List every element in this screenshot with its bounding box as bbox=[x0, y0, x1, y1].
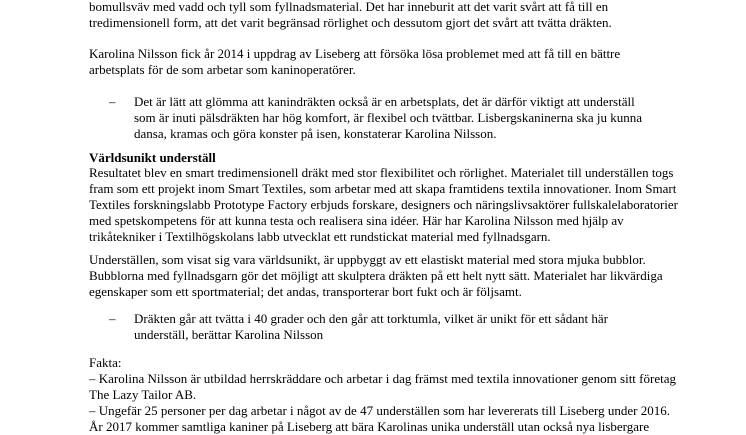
result-line: fram som ett projekt inom Smart Textiles, som arbetar med att skapa framtidens textila innovationer. Inom Smart bbox=[89, 181, 677, 196]
result-line: Resultatet blev en smart tredimensionell dräkt med stor flexibilitet och rörlighet. Materialet till underställen togs bbox=[89, 165, 674, 180]
facts-label: Fakta: bbox=[89, 355, 122, 370]
dash-bullet-marker: – bbox=[109, 311, 116, 326]
assignment-line: arbetsplats för de som arbetar som kaninoperatörer. bbox=[89, 62, 356, 77]
result-line: Textiles forskningslabb Prototype Factory erbjuds forskare, designers och näringslivsaktörer fullskalelaboratorier bbox=[89, 197, 678, 212]
quote-bullet-washing bbox=[109, 311, 674, 343]
intro-line: tredimensionell form, att det varit begränsad rörlighet och dessutom gjort det svårt att tvätta dräkten. bbox=[89, 15, 612, 30]
facts-line: – Ungefär 25 personer per dag arbetar i något av de 47 underställen som har levererats till Liseberg under 2016. bbox=[89, 403, 670, 418]
dash-bullet-marker: – bbox=[109, 94, 116, 109]
material-line: egenskaper som ett sportmaterial; det andas, transporterar bort fukt och är följsamt. bbox=[89, 284, 522, 299]
material-line: Underställen, som visat sig vara världsunikt, är uppbyggt av ett elastiskt material med stora mjuka bubblor. bbox=[89, 252, 646, 267]
quote-bullet-comfort bbox=[109, 94, 674, 142]
intro-paragraph bbox=[89, 0, 669, 31]
result-line: med spetskompetens för att kunna testa och realisera sina idéer. Här har Karolina Nilsson med hjälp av bbox=[89, 213, 624, 228]
quote-line: Dräkten går att tvätta i 40 grader och den går att torktumla, vilket är unikt för ett sådant här bbox=[134, 311, 608, 326]
facts-line: – Karolina Nilsson är utbildad herrskräddare och arbetar i dag främst med textila innovationer genom sitt företag bbox=[89, 371, 676, 386]
assignment-paragraph bbox=[89, 46, 669, 78]
result-paragraph bbox=[89, 165, 678, 245]
material-paragraph bbox=[89, 252, 669, 300]
quote-line: Det är lätt att glömma att kanindräkten också är en arbetsplats, det är därför viktigt att underställ bbox=[134, 94, 635, 109]
facts-section bbox=[89, 355, 676, 435]
quote-line: underställ, berättar Karolina Nilsson bbox=[134, 327, 324, 342]
facts-line: The Lazy Tailor AB. bbox=[89, 387, 197, 402]
intro-line: bomullsväv med vadd och tyll som fyllnadsmaterial. Det har inneburit att det varit svårt att få till en bbox=[89, 0, 609, 14]
heading-text: Världsunikt underställ bbox=[89, 150, 216, 165]
result-line: trikåtekniker i Textilhögskolans labb utvecklat ett rundstickat material med fyllnadsgarn. bbox=[89, 229, 551, 244]
quote-line: dansa, kramas och göra konster på isen, konstaterar Karolina Nilsson. bbox=[134, 126, 497, 141]
section-heading bbox=[89, 150, 669, 166]
material-line: Bubblorna med fyllnadsgarn gör det möjligt att skulptera dräkten på ett helt nytt sätt. Materialet har likvärdiga bbox=[89, 268, 663, 283]
quote-line: som är inuti pälsdräkten har hög komfort, är flexibel och tvättbar. Lisbergskaninerna ska ju kunna bbox=[134, 110, 643, 125]
facts-line: År 2017 kommer samtliga kaniner på Liseberg att bära Karolinas unika underställ utan också nya lisbergare bbox=[89, 419, 650, 434]
assignment-line: Karolina Nilsson fick år 2014 i uppdrag av Liseberg att försöka lösa problemet med att få till en bättre bbox=[89, 46, 621, 61]
